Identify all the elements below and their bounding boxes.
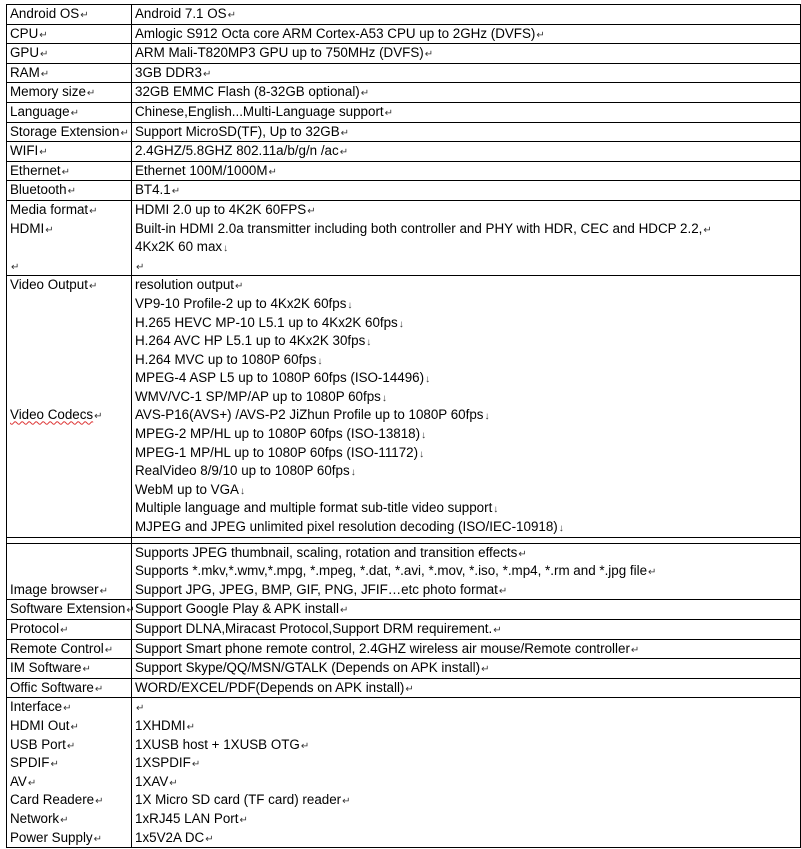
format-mark-icon: ↓ — [381, 392, 387, 404]
format-mark-icon: ↵ — [120, 127, 129, 139]
spec-row-0 — [7, 5, 801, 25]
video-line-0: resolution output — [135, 277, 235, 293]
spec-label-7: WIFI — [10, 143, 39, 159]
format-mark-icon: ↵ — [39, 147, 48, 159]
video-line-13: MJPEG and JPEG unlimited pixel resolution decoding (ISO/IEC-10918) — [135, 519, 558, 535]
spec-value-cell-3 — [132, 63, 801, 83]
spec-value-cell-5 — [132, 102, 801, 122]
interface-label-6: Network — [10, 810, 60, 826]
format-mark-icon: ↵ — [481, 664, 490, 676]
format-mark-icon: ↵ — [93, 833, 103, 845]
spec-value-1-0: Amlogic S912 Octa core ARM Cortex-A53 CPU up to 2GHz (DVFS) — [135, 25, 536, 41]
format-mark-icon: ↵ — [70, 721, 79, 733]
spec-row-3 — [7, 63, 801, 83]
spec-value-cell-4 — [132, 83, 801, 103]
spec-label-1: CPU — [10, 25, 39, 41]
spec-label-2: GPU — [10, 45, 40, 61]
format-mark-icon: ↓ — [398, 318, 404, 330]
format-mark-icon: ↵ — [171, 186, 181, 198]
format-mark-icon: ↓ — [425, 374, 431, 386]
spec-label-6: Storage Extension — [10, 123, 120, 139]
spec-row-1 — [7, 24, 801, 44]
video-line-2: H.265 HEVC MP-10 L5.1 up to 4Kx2K 60fps — [135, 314, 398, 330]
spec-value-8-0: Ethernet 100M/1000M — [135, 162, 268, 178]
spec-value-4-0: 32GB EMMC Flash (8-32GB optional) — [135, 84, 360, 100]
format-mark-icon: ↵ — [630, 644, 640, 656]
spec-value-cell-9 — [132, 181, 801, 201]
spec-value-5-0: Chinese,English...Multi-Language support — [135, 103, 384, 119]
format-mark-icon: ↵ — [11, 261, 20, 273]
interface-label-2: USB Port — [10, 736, 66, 752]
format-mark-icon: ↵ — [235, 281, 244, 293]
format-mark-icon: ↵ — [40, 68, 50, 80]
format-mark-icon: ↵ — [339, 605, 349, 617]
format-mark-icon: ↓ — [350, 467, 356, 479]
video-line-7: AVS-P16(AVS+) /AVS-P2 JiZhun Profile up to 1080P 60fps — [135, 407, 484, 423]
spec2-value-cell-0 — [132, 600, 801, 620]
spec2-value-cell-4 — [132, 678, 801, 698]
format-mark-icon: ↵ — [94, 683, 104, 695]
format-mark-icon: ↵ — [40, 49, 49, 61]
format-mark-icon: ↵ — [191, 759, 201, 771]
format-mark-icon: ↵ — [384, 107, 394, 119]
format-mark-icon: ↵ — [50, 759, 59, 771]
spec-label-cell-6 — [7, 122, 132, 142]
spec-row-5 — [7, 102, 801, 122]
media-format-label: Media format — [10, 201, 89, 217]
format-mark-icon: ↵ — [136, 261, 145, 273]
spec-value-video — [132, 276, 801, 537]
format-mark-icon: ↵ — [227, 10, 236, 21]
video-line-11: WebM up to VGA — [135, 481, 239, 497]
spec2-label-cell-1 — [7, 620, 132, 640]
spec-row-9 — [7, 181, 801, 201]
video-line-12: Multiple language and multiple format sub-title video support — [135, 500, 493, 516]
spec-row-media — [7, 200, 801, 275]
spec-value-3-0: 3GB DDR3 — [135, 64, 202, 80]
format-mark-icon: ↵ — [60, 814, 69, 826]
format-mark-icon: ↵ — [94, 411, 103, 423]
interface-value-4: 1XAV — [135, 773, 169, 789]
spec-value-cell-6 — [132, 122, 801, 142]
spec-table — [6, 4, 801, 848]
video-line-3: H.264 AVC HP L5.1 up to 4Kx2K 30fps — [135, 333, 366, 349]
media-line-2: 4Kx2K 60 max — [135, 239, 223, 255]
format-mark-icon: ↵ — [205, 833, 214, 845]
format-mark-icon: ↓ — [484, 411, 490, 423]
format-mark-icon: ↵ — [268, 166, 277, 178]
spec-row-2 — [7, 44, 801, 64]
spec-label-cell-7 — [7, 142, 132, 162]
format-mark-icon: ↵ — [80, 10, 89, 21]
media-line-1: Built-in HDMI 2.0a transmitter including both controller and PHY with HDR, CEC and HDCP 2.2, — [135, 220, 703, 236]
format-mark-icon: ↓ — [558, 523, 564, 535]
spec-row-6 — [7, 122, 801, 142]
image-line-2: Support JPG, JPEG, BMP, GIF, PNG, JFIF…etc photo format — [135, 581, 498, 597]
spec2-row-3 — [7, 659, 801, 679]
format-mark-icon: ↵ — [493, 625, 502, 636]
spec-value-cell-7 — [132, 142, 801, 162]
interface-value-3: 1XSPDIF — [135, 755, 191, 771]
format-mark-icon: ↵ — [498, 585, 508, 597]
spec2-value-3-0: Support Skype/QQ/MSN/GTALK (Depends on APK install) — [135, 660, 481, 676]
format-mark-icon: ↵ — [88, 281, 98, 293]
format-mark-icon: ↓ — [421, 430, 427, 442]
spec-label-cell-4 — [7, 83, 132, 103]
spec2-row-2 — [7, 639, 801, 659]
video-line-8: MPEG-2 MP/HL up to 1080P 60fps (ISO-13818) — [135, 426, 421, 442]
format-mark-icon: ↓ — [317, 355, 323, 367]
video-line-9: MPEG-1 MP/HL up to 1080P 60fps (ISO-11172) — [135, 444, 419, 460]
format-mark-icon: ↵ — [340, 127, 350, 139]
format-mark-icon: ↵ — [70, 107, 79, 119]
format-mark-icon: ↵ — [95, 796, 104, 808]
spec2-value-cell-3 — [132, 659, 801, 679]
spec-label-9: Bluetooth — [10, 182, 67, 198]
format-mark-icon: ↵ — [66, 740, 76, 752]
spec2-row-0 — [7, 600, 801, 620]
spec2-value-1-0: Support DLNA,Miracast Protocol,Support DRM requirement. — [135, 621, 493, 636]
spec-label-cell-5 — [7, 102, 132, 122]
format-mark-icon: ↵ — [648, 567, 657, 579]
image-line-1: Supports *.mkv,*.wmv,*.mpg, *.mpeg, *.dat, *.avi, *.mov, *.iso, *.mp4, *.rm and *.jpg file — [135, 563, 648, 579]
spec-row-8 — [7, 161, 801, 181]
spec-label-5: Language — [10, 103, 70, 119]
spec-row-7 — [7, 142, 801, 162]
spec2-value-cell-2 — [132, 639, 801, 659]
spec2-value-0-0: Support Google Play & APK install — [135, 601, 339, 617]
format-mark-icon: ↵ — [99, 585, 108, 597]
spec-label-image — [7, 543, 132, 600]
spec2-row-1 — [7, 620, 801, 640]
spec2-value-2-0: Support Smart phone remote control, 2.4GHZ wireless air mouse/Remote controller — [135, 640, 630, 656]
spec-label-cell-9 — [7, 181, 132, 201]
interface-label-5: Card Readere — [10, 792, 95, 808]
spec-row-4 — [7, 83, 801, 103]
spec-value-cell-1 — [132, 24, 801, 44]
interface-value-1: 1XHDMI — [135, 717, 186, 733]
hdmi-label: HDMI — [10, 220, 45, 236]
spec-value-2-0: ARM Mali-T820MP3 GPU up to 750MHz (DVFS) — [135, 45, 424, 61]
video-codecs-label: Video Codecs — [10, 407, 94, 423]
spec2-row-4 — [7, 678, 801, 698]
interface-value-5: 1X Micro SD card (TF card) reader — [135, 792, 342, 808]
spec2-label-1: Protocol — [10, 621, 60, 636]
format-mark-icon: ↵ — [342, 796, 351, 808]
interface-label-7: Power Supply — [10, 829, 93, 845]
format-mark-icon: ↓ — [366, 337, 372, 349]
interface-label-1: HDMI Out — [10, 717, 70, 733]
interface-value-6: 1xRJ45 LAN Port — [135, 810, 239, 826]
spec-value-cell-0 — [132, 5, 801, 25]
spec2-value-cell-1 — [132, 620, 801, 640]
format-mark-icon: ↵ — [61, 166, 71, 178]
format-mark-icon: ↓ — [223, 243, 229, 255]
spec-value-image — [132, 543, 801, 600]
format-mark-icon: ↵ — [202, 68, 212, 80]
interface-value-7: 1x5V2A DC — [135, 829, 205, 845]
format-mark-icon: ↵ — [307, 205, 316, 217]
spec-label-cell-1 — [7, 24, 132, 44]
spec2-label-3: IM Software — [10, 660, 82, 676]
format-mark-icon: ↵ — [27, 777, 37, 789]
spec-label-interface — [7, 698, 132, 848]
video-line-10: RealVideo 8/9/10 up to 1080P 60fps — [135, 463, 350, 479]
format-mark-icon: ↓ — [493, 504, 499, 516]
spec-label-8: Ethernet — [10, 162, 61, 178]
format-mark-icon: ↵ — [536, 29, 545, 41]
format-mark-icon: ↓ — [239, 485, 245, 497]
spec-label-media — [7, 200, 132, 275]
spec2-label-cell-4 — [7, 678, 132, 698]
format-mark-icon: ↵ — [424, 49, 434, 61]
video-line-5: MPEG-4 ASP L5 up to 1080P 60fps (ISO-14496) — [135, 370, 425, 386]
spec-row-image — [7, 543, 801, 600]
video-line-4: H.264 MVC up to 1080P 60fps — [135, 351, 317, 367]
spec2-label-0: Software Extension — [10, 601, 126, 617]
format-mark-icon: ↵ — [82, 664, 91, 676]
spec2-value-4-0: WORD/EXCEL/PDF(Depends on APK install) — [135, 679, 405, 695]
interface-label-0: Interface — [10, 699, 63, 715]
format-mark-icon: ↵ — [104, 644, 114, 656]
format-mark-icon: ↵ — [63, 703, 72, 715]
interface-label-3: SPDIF — [10, 755, 50, 771]
spec-value-media — [132, 200, 801, 275]
format-mark-icon: ↵ — [186, 721, 195, 733]
spec2-label-2: Remote Control — [10, 640, 104, 656]
spec-label-0: Android OS — [10, 6, 80, 21]
video-output-label: Video Output — [10, 277, 88, 293]
spec-row-interface — [7, 698, 801, 848]
format-mark-icon: ↵ — [89, 205, 98, 217]
spec-label-3: RAM — [10, 64, 40, 80]
spec-label-4: Memory size — [10, 84, 86, 100]
format-mark-icon: ↵ — [339, 147, 349, 159]
spec-row-video — [7, 276, 801, 537]
spec-label-video — [7, 276, 132, 537]
interface-label-4: AV — [10, 773, 27, 789]
spec-value-6-0: Support MicroSD(TF), Up to 32GB — [135, 123, 340, 139]
video-line-1: VP9-10 Profile-2 up to 4Kx2K 60fps — [135, 295, 347, 311]
format-mark-icon: ↵ — [126, 605, 135, 617]
spec-label-cell-0 — [7, 5, 132, 25]
format-mark-icon: ↵ — [86, 88, 96, 100]
spec-label-cell-3 — [7, 63, 132, 83]
spec2-label-cell-2 — [7, 639, 132, 659]
interface-value-2: 1XUSB host + 1XUSB OTG — [135, 736, 300, 752]
spec-label-cell-8 — [7, 161, 132, 181]
format-mark-icon: ↵ — [45, 224, 54, 236]
spec2-label-cell-0 — [7, 600, 135, 620]
spec-value-cell-2 — [132, 44, 801, 64]
spec2-label-cell-3 — [7, 659, 132, 679]
image-browser-label: Image browser — [10, 581, 99, 597]
format-mark-icon: ↵ — [136, 703, 145, 715]
format-mark-icon: ↵ — [169, 777, 178, 789]
media-line-0: HDMI 2.0 up to 4K2K 60FPS — [135, 201, 307, 217]
format-mark-icon: ↵ — [360, 88, 370, 100]
spec-value-9-0: BT4.1 — [135, 182, 171, 198]
spec-value-interface — [132, 698, 801, 848]
format-mark-icon: ↵ — [518, 548, 527, 560]
video-line-6: WMV/VC-1 SP/MP/AP up to 1080P 60fps — [135, 388, 381, 404]
format-mark-icon: ↓ — [347, 299, 353, 311]
format-mark-icon: ↓ — [419, 448, 425, 460]
spec-value-cell-8 — [132, 161, 801, 181]
format-mark-icon: ↵ — [67, 186, 76, 198]
format-mark-icon: ↵ — [239, 814, 248, 826]
spec-value-0-0: Android 7.1 OS — [135, 6, 227, 21]
spec-label-cell-2 — [7, 44, 132, 64]
format-mark-icon: ↵ — [60, 625, 69, 636]
format-mark-icon: ↵ — [300, 740, 310, 752]
spec2-label-4: Offic Software — [10, 679, 94, 695]
format-mark-icon: ↵ — [405, 683, 414, 695]
spec-value-7-0: 2.4GHZ/5.8GHZ 802.11a/b/g/n /ac — [135, 143, 339, 159]
format-mark-icon: ↵ — [39, 29, 48, 41]
format-mark-icon: ↵ — [703, 224, 712, 236]
spec-sheet — [6, 4, 800, 848]
image-line-0: Supports JPEG thumbnail, scaling, rotation and transition effects — [135, 544, 518, 560]
